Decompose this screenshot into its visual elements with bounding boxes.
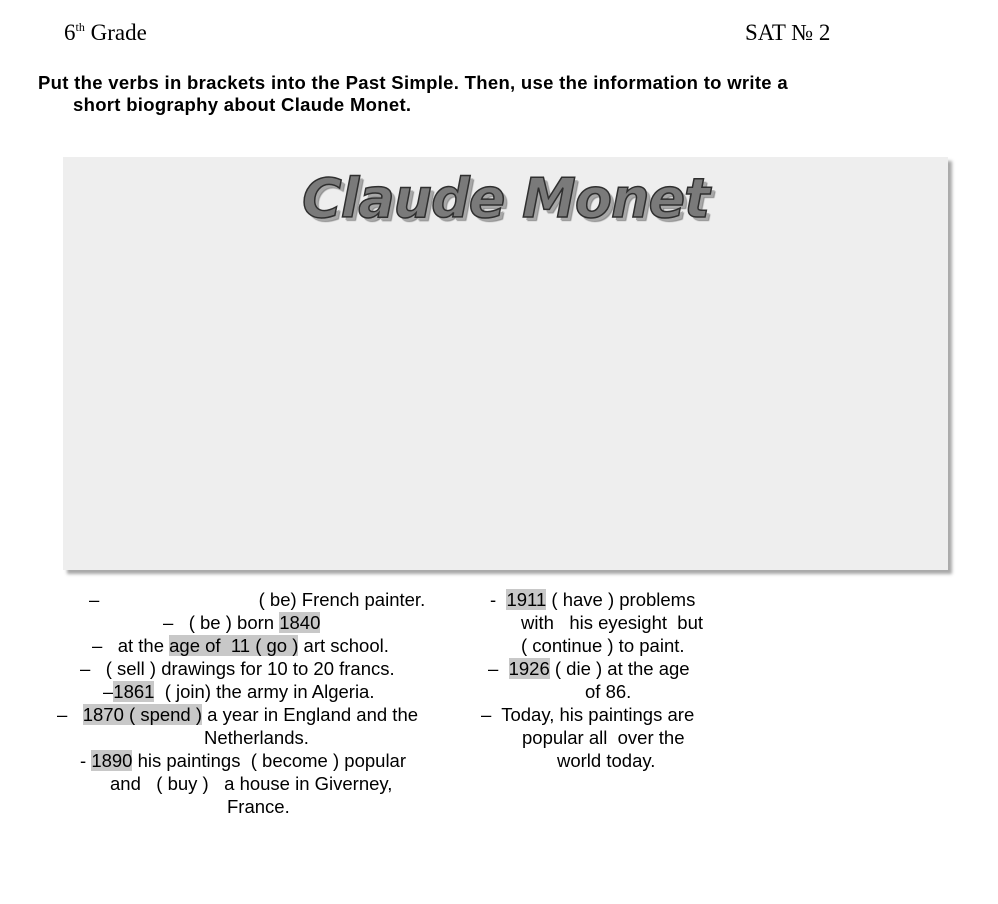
highlight-year: 1861 <box>113 681 155 702</box>
fact-line-8 <box>80 749 406 772</box>
picture-box <box>63 157 948 570</box>
fact-text: ( join) the army in Algeria. <box>154 681 375 702</box>
grade-number: 6 <box>64 20 76 45</box>
highlight-year: 1890 <box>91 750 133 771</box>
highlight-year: 1840 <box>279 612 321 633</box>
fact-line-r3: ( continue ) to paint. <box>521 635 685 656</box>
grade-label <box>64 20 147 46</box>
fact-line-4: – ( sell ) drawings for 10 to 20 francs. <box>80 658 395 679</box>
instructions-line-2: short biography about Claude Monet. <box>73 94 412 115</box>
fact-line-5 <box>103 680 374 703</box>
fact-line-6 <box>57 703 418 726</box>
fact-text: – <box>488 658 509 679</box>
highlight-phrase: age of 11 ( go ) <box>169 635 299 656</box>
fact-line-r7: popular all over the <box>522 727 685 748</box>
sat-label: SAT № 2 <box>745 20 831 45</box>
grade-suffix: th <box>75 20 85 34</box>
fact-text: a year in England and the <box>202 704 419 725</box>
fact-line-r2: with his eyesight but <box>521 612 704 633</box>
fact-text: ( have ) problems <box>546 589 696 610</box>
highlight-year: 1926 <box>508 658 550 679</box>
fact-text: his paintings ( become ) popular <box>132 750 407 771</box>
fact-line-r4 <box>488 657 690 680</box>
grade-word: Grade <box>84 20 147 45</box>
fact-line-r1 <box>490 588 695 611</box>
highlight-phrase: 1870 ( spend ) <box>82 704 203 725</box>
highlight-year: 1911 <box>506 589 547 610</box>
fact-line-1: – ( be) French painter. <box>89 589 426 610</box>
fact-line-10: France. <box>227 796 290 817</box>
fact-line-r8: world today. <box>557 750 656 771</box>
fact-text: – <box>103 681 114 702</box>
wordart-title: Claude Monet <box>302 167 709 230</box>
fact-text: – at the <box>92 635 170 656</box>
fact-line-9: and ( buy ) a house in Giverney, <box>110 773 393 794</box>
fact-text: ( die ) at the age <box>549 658 690 679</box>
fact-text: art school. <box>298 635 389 656</box>
fact-text: - <box>490 589 507 610</box>
instructions-line-1: Put the verbs in brackets into the Past Simple. Then, use the information to write a <box>38 72 788 93</box>
fact-line-3 <box>92 634 389 657</box>
fact-text: – <box>57 704 83 725</box>
fact-line-2 <box>163 611 320 634</box>
fact-line-r5: of 86. <box>585 681 632 702</box>
instructions <box>38 72 958 116</box>
fact-line-r6: – Today, his paintings are <box>481 704 695 725</box>
fact-line-7: Netherlands. <box>204 727 309 748</box>
fact-text: - <box>80 750 92 771</box>
fact-text: – ( be ) born <box>163 612 280 633</box>
